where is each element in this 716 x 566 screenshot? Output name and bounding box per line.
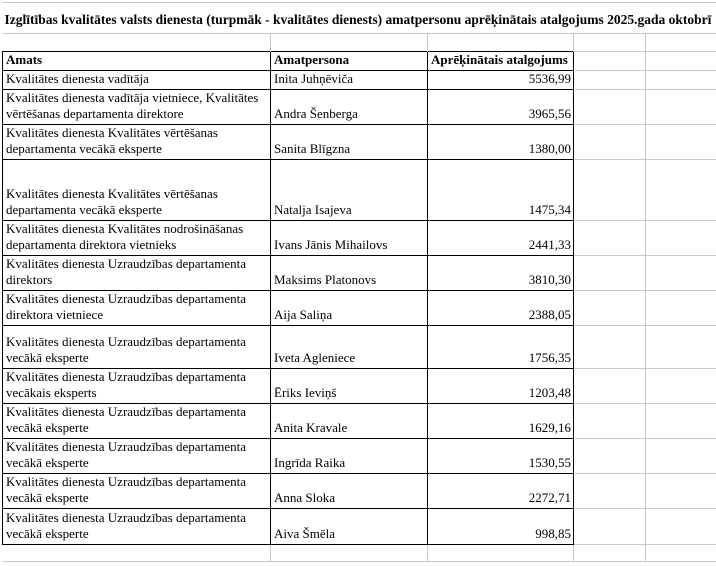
spacer-row bbox=[3, 34, 716, 52]
cell-amats[interactable]: Kvalitātes dienesta Kvalitātes vērtēšanas departamenta vecākā eksperte bbox=[3, 125, 271, 160]
empty-cell bbox=[3, 545, 271, 562]
empty-cell bbox=[574, 439, 646, 474]
cell-amats[interactable]: Kvalitātes dienesta vadītāja bbox=[3, 71, 271, 90]
empty-cell bbox=[574, 474, 646, 509]
sheet-title: Izglītības kvalitātes valsts dienesta (turpmāk - kvalitātes dienests) amatpersonu aprēķinātais atalgojums 2025.gada oktobrī bbox=[3, 3, 716, 34]
header-row bbox=[3, 52, 716, 71]
table-row bbox=[3, 291, 716, 326]
cell-amatpersona[interactable]: Ēriks Ieviņš bbox=[271, 369, 428, 404]
cell-amatpersona[interactable]: Ingrīda Raika bbox=[271, 439, 428, 474]
empty-cell bbox=[646, 404, 716, 439]
empty-cell bbox=[428, 545, 574, 562]
cell-atalgojums[interactable]: 1629,16 bbox=[428, 404, 574, 439]
empty-cell bbox=[574, 125, 646, 160]
empty-cell bbox=[574, 256, 646, 291]
spacer-row bbox=[3, 545, 716, 562]
empty-cell bbox=[574, 509, 646, 545]
cell-amatpersona[interactable]: Andra Šenberga bbox=[271, 90, 428, 125]
cell-amats[interactable]: Kvalitātes dienesta Uzraudzības departamenta direktors bbox=[3, 256, 271, 291]
cell-amatpersona[interactable]: Sanita Blīgzna bbox=[271, 125, 428, 160]
empty-cell bbox=[646, 52, 716, 71]
cell-amats[interactable]: Kvalitātes dienesta Kvalitātes vērtēšanas departamenta vecākā eksperte bbox=[3, 160, 271, 221]
cell-amats[interactable]: Kvalitātes dienesta Uzraudzības departamenta vecākā eksperte bbox=[3, 509, 271, 545]
empty-cell bbox=[646, 160, 716, 221]
table-row bbox=[3, 326, 716, 369]
cell-amatpersona[interactable]: Inita Juhņēviča bbox=[271, 71, 428, 90]
cell-atalgojums[interactable]: 2272,71 bbox=[428, 474, 574, 509]
empty-cell bbox=[574, 221, 646, 256]
cell-atalgojums[interactable]: 2388,05 bbox=[428, 291, 574, 326]
empty-cell bbox=[646, 326, 716, 369]
empty-cell bbox=[271, 545, 428, 562]
cell-atalgojums[interactable]: 3965,56 bbox=[428, 90, 574, 125]
empty-cell bbox=[646, 474, 716, 509]
column-header-amatpersona[interactable]: Amatpersona bbox=[271, 52, 428, 71]
empty-cell bbox=[574, 160, 646, 221]
cell-amatpersona[interactable]: Maksims Platonovs bbox=[271, 256, 428, 291]
empty-cell bbox=[646, 125, 716, 160]
cell-amatpersona[interactable]: Ivans Jānis Mihailovs bbox=[271, 221, 428, 256]
empty-cell bbox=[646, 291, 716, 326]
table-row bbox=[3, 221, 716, 256]
table-row bbox=[3, 90, 716, 125]
empty-cell bbox=[428, 34, 574, 52]
column-header-amats[interactable]: Amats bbox=[3, 52, 271, 71]
cell-atalgojums[interactable]: 2441,33 bbox=[428, 221, 574, 256]
table-row bbox=[3, 439, 716, 474]
empty-cell bbox=[574, 34, 646, 52]
empty-cell bbox=[574, 369, 646, 404]
cell-atalgojums[interactable]: 1475,34 bbox=[428, 160, 574, 221]
table-row bbox=[3, 160, 716, 221]
cell-atalgojums[interactable]: 1380,00 bbox=[428, 125, 574, 160]
cell-amatpersona[interactable]: Iveta Agleniece bbox=[271, 326, 428, 369]
cell-atalgojums[interactable]: 1203,48 bbox=[428, 369, 574, 404]
cell-atalgojums[interactable]: 3810,30 bbox=[428, 256, 574, 291]
cell-amats[interactable]: Kvalitātes dienesta Uzraudzības departamenta vecākais eksperts bbox=[3, 369, 271, 404]
cell-amatpersona[interactable]: Anita Kravale bbox=[271, 404, 428, 439]
cell-amats[interactable]: Kvalitātes dienesta Uzraudzības departamenta vecākā eksperte bbox=[3, 474, 271, 509]
empty-cell bbox=[646, 369, 716, 404]
empty-cell bbox=[574, 545, 646, 562]
table-row bbox=[3, 71, 716, 90]
cell-amats[interactable]: Kvalitātes dienesta Uzraudzības departamenta vecākā eksperte bbox=[3, 404, 271, 439]
cell-atalgojums[interactable]: 998,85 bbox=[428, 509, 574, 545]
empty-cell bbox=[574, 404, 646, 439]
cell-amats[interactable]: Kvalitātes dienesta vadītāja vietniece, Kvalitātes vērtēšanas departamenta direktore bbox=[3, 90, 271, 125]
empty-cell bbox=[646, 71, 716, 90]
empty-cell bbox=[646, 256, 716, 291]
table-row bbox=[3, 509, 716, 545]
empty-cell bbox=[646, 545, 716, 562]
table-row bbox=[3, 256, 716, 291]
empty-cell bbox=[574, 291, 646, 326]
empty-cell bbox=[574, 90, 646, 125]
empty-cell bbox=[574, 71, 646, 90]
empty-cell bbox=[646, 34, 716, 52]
cell-amats[interactable]: Kvalitātes dienesta Uzraudzības departamenta vecākā eksperte bbox=[3, 439, 271, 474]
empty-cell bbox=[646, 90, 716, 125]
cell-amatpersona[interactable]: Aiva Šmēla bbox=[271, 509, 428, 545]
table-row bbox=[3, 125, 716, 160]
empty-cell bbox=[271, 34, 428, 52]
empty-cell bbox=[574, 326, 646, 369]
cell-atalgojums[interactable]: 1756,35 bbox=[428, 326, 574, 369]
empty-cell bbox=[646, 221, 716, 256]
cell-atalgojums[interactable]: 1530,55 bbox=[428, 439, 574, 474]
table-row bbox=[3, 404, 716, 439]
empty-cell bbox=[646, 509, 716, 545]
cell-atalgojums[interactable]: 5536,99 bbox=[428, 71, 574, 90]
empty-cell bbox=[574, 52, 646, 71]
cell-amatpersona[interactable]: Anna Sloka bbox=[271, 474, 428, 509]
empty-cell bbox=[646, 439, 716, 474]
column-header-atalgojums[interactable]: Aprēķinātais atalgojums bbox=[428, 52, 574, 71]
salary-table bbox=[2, 2, 716, 562]
cell-amatpersona[interactable]: Aija Saliņa bbox=[271, 291, 428, 326]
title-row bbox=[3, 3, 716, 34]
cell-amatpersona[interactable]: Natalja Isajeva bbox=[271, 160, 428, 221]
cell-amats[interactable]: Kvalitātes dienesta Kvalitātes nodrošināšanas departamenta direktora vietnieks bbox=[3, 221, 271, 256]
cell-amats[interactable]: Kvalitātes dienesta Uzraudzības departamenta direktora vietniece bbox=[3, 291, 271, 326]
table-row bbox=[3, 474, 716, 509]
cell-amats[interactable]: Kvalitātes dienesta Uzraudzības departamenta vecākā eksperte bbox=[3, 326, 271, 369]
empty-cell bbox=[3, 34, 271, 52]
table-row bbox=[3, 369, 716, 404]
